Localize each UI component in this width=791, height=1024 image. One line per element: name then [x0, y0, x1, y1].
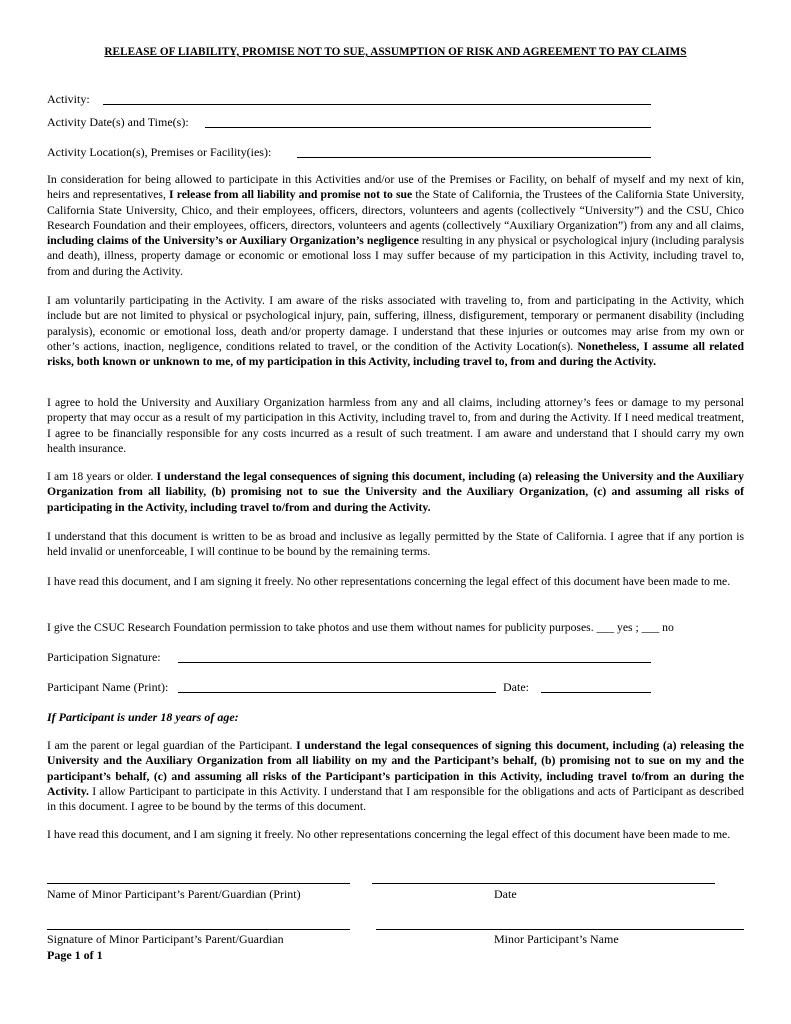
release-text-3: resulting in any physical or psychological injury (including paralysis and death), illness, property damage or economic or emotional loss I may suffer because of my participation in this Activity, including travel to, from and during the Activity.: [47, 234, 744, 278]
age-acknowledgement-paragraph: [47, 469, 744, 515]
risk-bold: Nonetheless, I assume all related risks, both known or unknown to me, of my participation in this Activity, including travel to, from and during the Activity.: [47, 339, 744, 369]
age-bold: I understand the legal consequences of signing this document, including (a) releasing the University and the Auxiliary Organization from all liability, (b) promising not to sue the University and the Auxiliary Organization, (c) and assuming all risks of participating in the Activity, including travel to/from and during the Activity.: [47, 470, 744, 514]
activity-input-line[interactable]: [103, 104, 651, 105]
minor-name-label: Minor Participant’s Name: [494, 932, 619, 946]
guardian-date-line[interactable]: [372, 883, 715, 884]
minor-section-heading: If Participant is under 18 years of age:: [47, 710, 239, 724]
release-text-1: In consideration for being allowed to participate in this Activities and/or use of the Premises or Facility, on behalf of myself and my next of kin, heirs and representatives,: [47, 173, 744, 202]
release-bold-1: I release from all liability and promise not to sue: [169, 188, 413, 202]
page-number: Page 1 of 1: [47, 948, 103, 962]
voluntary-signing-paragraph: I have read this document, and I am signing it freely. No other representations concerning the legal effect of this document have been made to me.: [47, 575, 731, 588]
assumption-of-risk-paragraph: [47, 293, 744, 369]
age-text: I am 18 years or older.: [47, 470, 157, 483]
activity-label: Activity:: [47, 92, 90, 106]
release-text-2: the State of California, the Trustees of the California State University, California State University, Chico, and their employees, officers, directors, volunteers and agents (collectively “University”) and the CSU, Chico Research Foundation and their employees, officers, directors, volunteers and agents (collectively “Auxiliary Organization”) from any and all claims,: [47, 188, 744, 232]
participant-name-label: Participant Name (Print):: [47, 680, 169, 694]
minor-name-line[interactable]: [376, 929, 744, 930]
participant-date-line[interactable]: [541, 692, 651, 693]
guardian-name-label: Name of Minor Participant’s Parent/Guardian (Print): [47, 887, 301, 901]
guardian-signature-line[interactable]: [47, 929, 350, 930]
guardian-consent-paragraph: [47, 738, 744, 814]
participation-signature-label: Participation Signature:: [47, 650, 161, 664]
release-bold-2: including claims of the University’s or Auxiliary Organization’s negligence: [47, 234, 419, 248]
guardian-date-label: Date: [494, 887, 517, 901]
participant-date-label: Date:: [503, 680, 529, 694]
risk-text: I am voluntarily participating in the Activity. I am aware of the risks associated with traveling to, from and participating in the Activity, which include but are not limited to physical or psychological injury, pain, suffering, illness, disfigurement, temporary or permanent disability (including paralysis), economic or emotional loss, death and/or property damage. I understand that these injuries or outcomes may arise from my own or other’s actions, inaction, negligence, conditions related to travel, or the condition of the Activity Location(s).: [47, 294, 744, 353]
guardian-voluntary-paragraph: I have read this document, and I am signing it freely. No other representations concerning the legal effect of this document have been made to me.: [47, 828, 731, 841]
hold-harmless-paragraph: I agree to hold the University and Auxiliary Organization harmless from any and all claims, including attorney’s fees or damage to my personal property that may occur as a result of my participation in this Activity, including travel to, from and during the Activity. If I need medical treatment, I agree to be financially responsible for any costs incurred as a result of such treatment. I am aware and understand that I should carry my own health insurance.: [47, 396, 744, 455]
document-title: RELEASE OF LIABILITY, PROMISE NOT TO SUE, ASSUMPTION OF RISK AND AGREEMENT TO PAY CLAIMS: [104, 46, 687, 58]
severability-paragraph: I understand that this document is written to be as broad and inclusive as legally permitted by the State of California. I agree that if any portion is held invalid or unenforceable, I will continue to be bound by the remaining terms.: [47, 530, 744, 559]
guardian-bold: I understand the legal consequences of signing this document, including (a) releasing the University and the Auxiliary Organization from all liability on my and the Participant’s behalf, (b) promising not to sue on my and the participant’s behalf, (c) and assuming all risks of the Participant’s participation in this Activity, including travel to/from an during the Activity.: [47, 739, 744, 798]
photo-permission-paragraph: I give the CSUC Research Foundation permission to take photos and use them without names for publicity purposes. ___ yes ; ___ no: [47, 621, 674, 634]
guardian-signature-label: Signature of Minor Participant’s Parent/Guardian: [47, 932, 284, 946]
release-paragraph: [47, 172, 744, 279]
guardian-text-2: I allow Participant to participate in this Activity. I understand that I am responsible for the obligations and acts of Participant as described in this document. I agree to be bound by the terms of this document.: [47, 784, 744, 814]
activity-date-label: Activity Date(s) and Time(s):: [47, 115, 189, 129]
guardian-name-line[interactable]: [47, 883, 350, 884]
activity-location-label: Activity Location(s), Premises or Facility(ies):: [47, 145, 272, 159]
activity-location-input-line[interactable]: [297, 157, 651, 158]
participant-name-line[interactable]: [178, 692, 496, 693]
activity-date-input-line[interactable]: [205, 127, 651, 128]
participation-signature-line[interactable]: [178, 662, 651, 663]
guardian-text-1: I am the parent or legal guardian of the Participant.: [47, 739, 297, 752]
